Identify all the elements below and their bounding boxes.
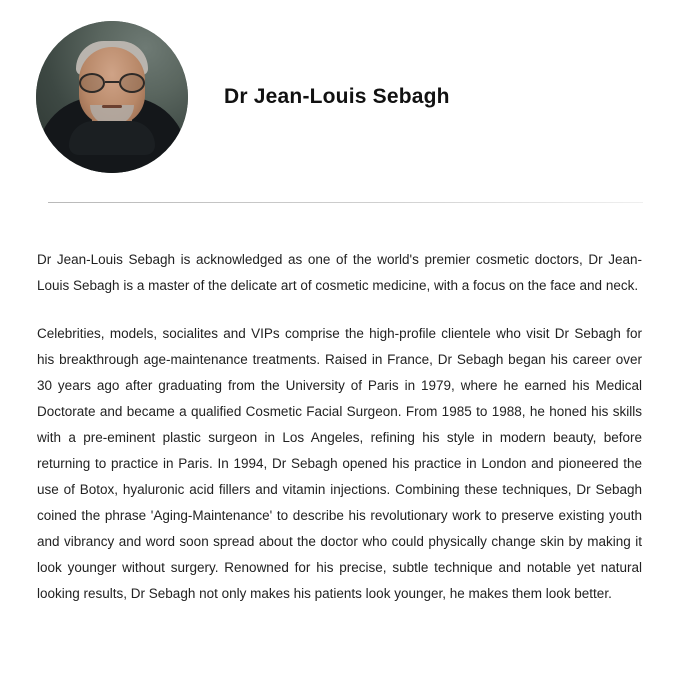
- avatar: [36, 21, 188, 173]
- biography-body: [0, 203, 679, 607]
- biography-paragraph: Celebrities, models, socialites and VIPs comprise the high-profile clientele who visit Dr Sebagh for his breakthrough age-maintenance treatments. Raised in France, Dr Sebagh began his career over 30 years ago after graduating from the University of Paris in 1979, where he earned his Medical Doctorate and became a qualified Cosmetic Facial Surgeon. From 1985 to 1988, he honed his skills with a pre-eminent plastic surgeon in Los Angeles, refining his style in modern beauty, before returning to practice in Paris. In 1994, Dr Sebagh opened his practice in London and pioneered the use of Botox, hyaluronic acid fillers and vitamin injections. Combining these techniques, Dr Sebagh coined the phrase 'Aging-Maintenance' to describe his revolutionary work to preserve existing youth and vibrancy and word soon spread about the doctor who could physically change skin by making it look younger without surgery. Renowned for his precise, subtle technique and notable yet natural looking results, Dr Sebagh not only makes his patients look younger, he makes them look better.: [37, 326, 642, 601]
- glasses-lens-right: [119, 73, 145, 93]
- page-title: Dr Jean-Louis Sebagh: [224, 85, 450, 108]
- portrait-mouth: [102, 105, 122, 108]
- glasses-icon: [77, 73, 147, 93]
- portrait-collar: [69, 121, 155, 155]
- profile-header: [0, 0, 679, 170]
- glasses-lens-left: [79, 73, 105, 93]
- glasses-bridge: [105, 81, 119, 83]
- doctor-portrait-icon: [36, 21, 188, 173]
- biography-paragraph: Dr Jean-Louis Sebagh is acknowledged as one of the world's premier cosmetic doctors, Dr Jean-Louis Sebagh is a master of the delicate art of cosmetic medicine, with a focus on the face and neck.: [37, 252, 642, 293]
